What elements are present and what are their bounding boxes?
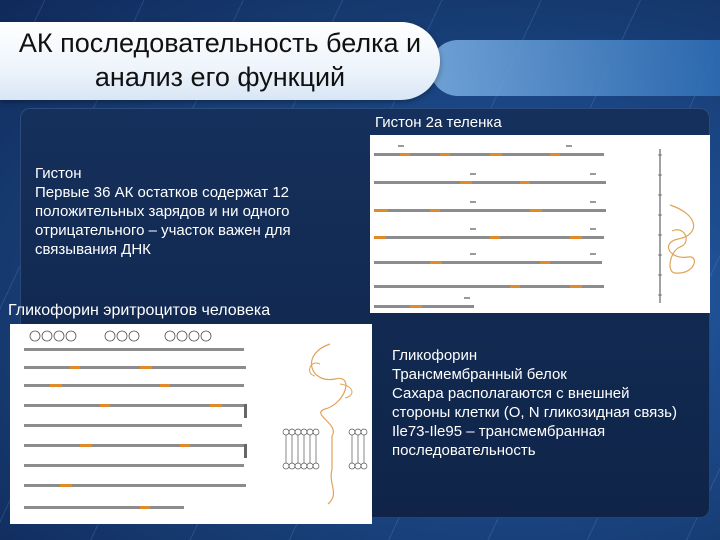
histone-figure-caption: Гистон 2а теленка	[375, 114, 502, 131]
histone-description	[35, 164, 315, 259]
glycophorin-text-line-6: последовательность	[392, 442, 536, 459]
glycophorin-text-line-3: Сахара располагаются с внешней	[392, 385, 630, 402]
glycophorin-description	[392, 346, 712, 460]
title-line-1: АК последовательность белка и	[18, 28, 422, 58]
title-line-2: анализ его функций	[94, 62, 346, 92]
glycophorin-figure-caption: Гликофорин эритроцитов человека	[8, 302, 271, 319]
glycophorin-text-line-2: Трансмембранный белок	[392, 366, 567, 383]
histone-sequence-illustration	[370, 135, 710, 313]
glycophorin-text-line-5: Ile73-Ile95 – трансмембранная	[392, 423, 606, 440]
histone-sequence-figure	[370, 135, 710, 313]
slide-title	[0, 26, 440, 94]
histone-text-line-1: Гистон	[35, 165, 82, 182]
histone-text-line-2: Первые 36 АК остатков содержат 12	[35, 184, 290, 201]
histone-text-line-4: отрицательного – участок важен для	[35, 222, 291, 239]
histone-text-line-3: положительных зарядов и ни одного	[35, 203, 290, 220]
histone-text-line-5: связывания ДНК	[35, 241, 151, 258]
glycophorin-text-line-1: Гликофорин	[392, 347, 478, 364]
title-band	[430, 40, 720, 96]
glycophorin-sequence-illustration	[10, 324, 372, 524]
glycophorin-text-line-4: стороны клетки (О, N гликозидная связь)	[392, 404, 677, 421]
glycophorin-sequence-figure	[10, 324, 372, 524]
